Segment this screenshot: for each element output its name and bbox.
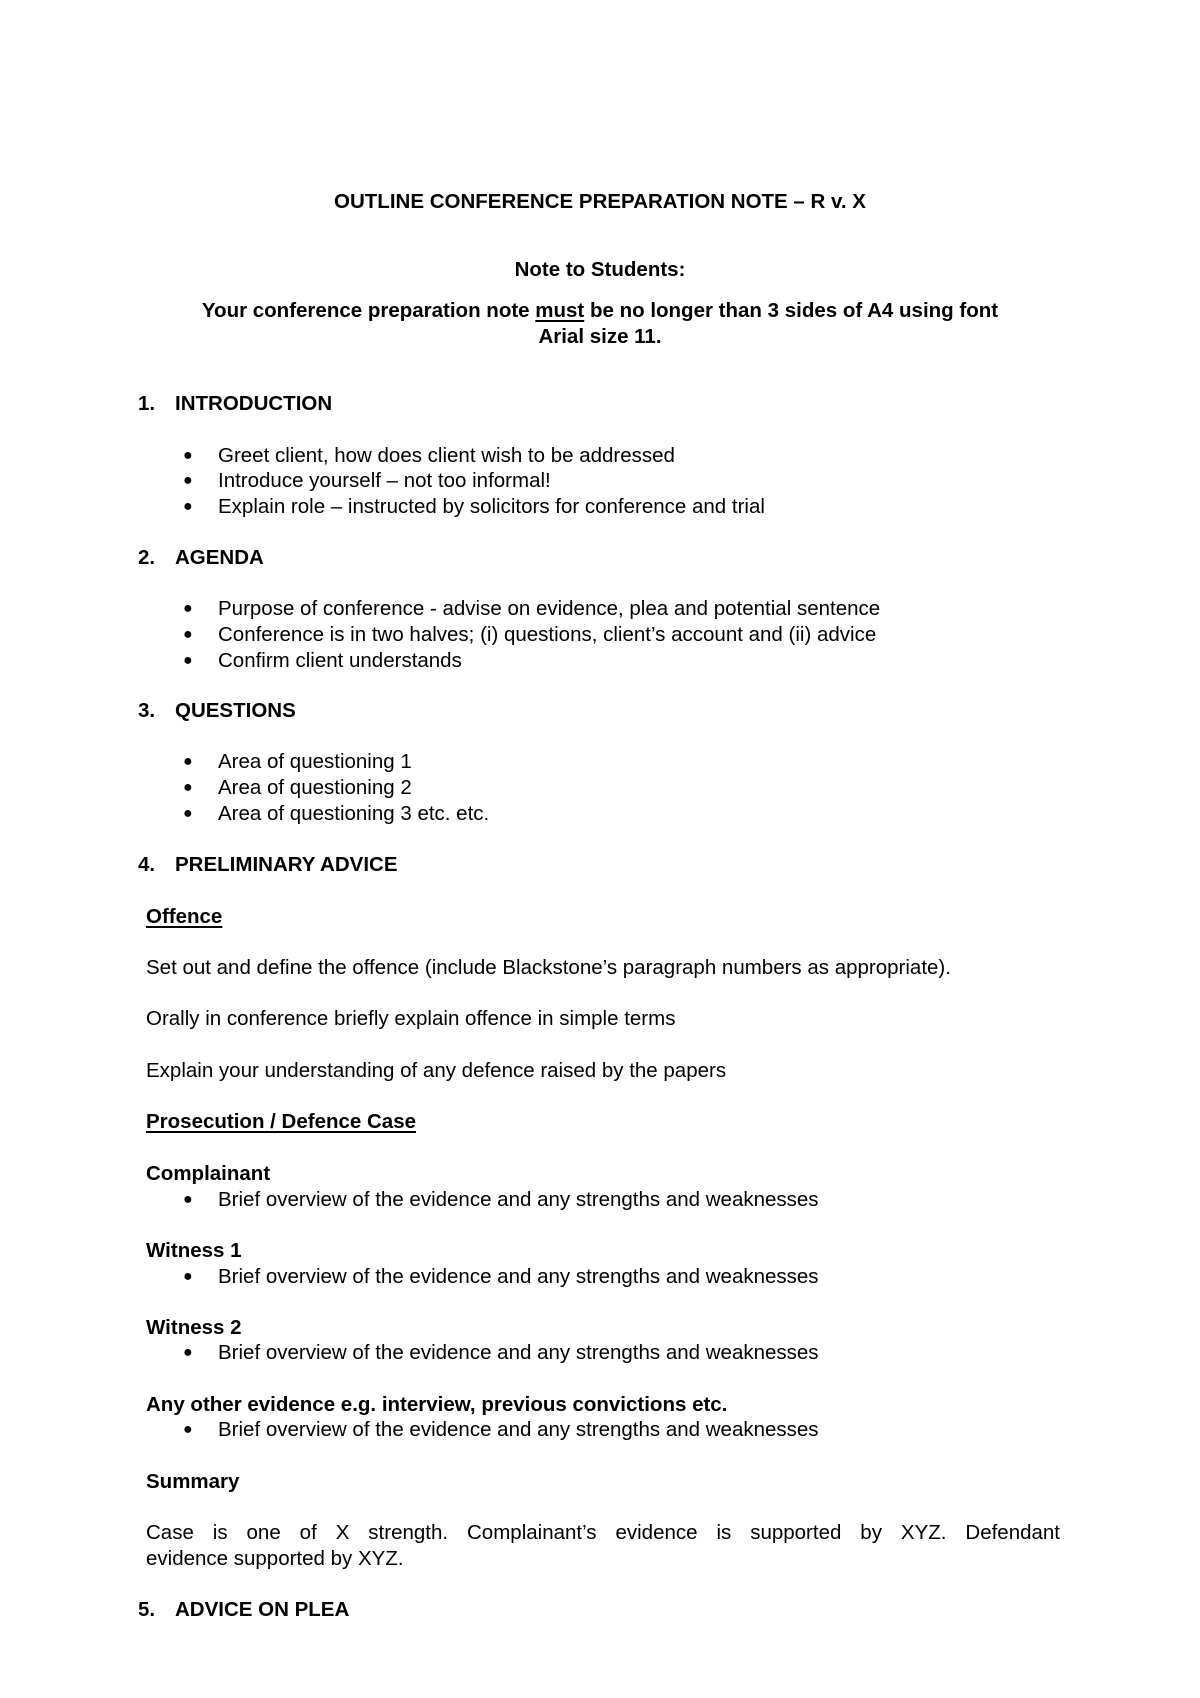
note-line-1: Your conference preparation note must be no longer than 3 sides of A4 using font	[201, 299, 999, 322]
list-item: Confirm client understands	[218, 649, 462, 672]
bullet-dot-icon: ●	[183, 779, 193, 796]
list-item: Purpose of conference - advise on evidence, plea and potential sentence	[218, 597, 881, 620]
bullet-dot-icon: ●	[183, 600, 193, 617]
list-item: Area of questioning 1	[218, 750, 412, 773]
list-item: Brief overview of the evidence and any strengths and weaknesses	[218, 1418, 819, 1441]
section-heading: AGENDA	[175, 546, 264, 569]
bullet-dot-icon: ●	[183, 753, 193, 770]
section-heading: QUESTIONS	[175, 699, 296, 722]
bullet-dot-icon: ●	[183, 1268, 193, 1285]
section-heading: INTRODUCTION	[175, 392, 333, 415]
section-number: 4.	[138, 853, 156, 876]
list-item: Area of questioning 2	[218, 776, 412, 799]
list-item: Brief overview of the evidence and any strengths and weaknesses	[218, 1341, 819, 1364]
bullet-dot-icon: ●	[183, 1344, 193, 1361]
bullet-dot-icon: ●	[183, 472, 193, 489]
list-item: Explain role – instructed by solicitors for conference and trial	[218, 495, 765, 518]
summary-line: Case is one of X strength. Complainant’s evidence is supported by XYZ. Defendant	[146, 1521, 1060, 1544]
section-number: 2.	[138, 546, 156, 569]
bullet-dot-icon: ●	[183, 447, 193, 464]
section-number: 3.	[138, 699, 156, 722]
section-number: 1.	[138, 392, 156, 415]
list-item: Greet client, how does client wish to be addressed	[218, 444, 675, 467]
list-item: Introduce yourself – not too informal!	[218, 469, 551, 492]
offence-heading: Offence	[146, 905, 223, 928]
bullet-dot-icon: ●	[183, 1191, 193, 1208]
bullet-dot-icon: ●	[183, 498, 193, 515]
list-item: Area of questioning 3 etc. etc.	[218, 802, 490, 825]
bullet-dot-icon: ●	[183, 652, 193, 669]
list-item: Brief overview of the evidence and any strengths and weaknesses	[218, 1188, 819, 1211]
offence-paragraph: Set out and define the offence (include Blackstone’s paragraph numbers as appropriate).	[146, 956, 951, 979]
section-heading: ADVICE ON PLEA	[175, 1598, 350, 1621]
list-item: Brief overview of the evidence and any strengths and weaknesses	[218, 1265, 819, 1288]
evidence-group-label: Witness 1	[146, 1239, 242, 1262]
list-item: Conference is in two halves; (i) questions, client’s account and (ii) advice	[218, 623, 877, 646]
summary-line: evidence supported by XYZ.	[146, 1547, 404, 1570]
bullet-dot-icon: ●	[183, 805, 193, 822]
document-title: OUTLINE CONFERENCE PREPARATION NOTE – R v. X	[334, 190, 866, 213]
section-heading: PRELIMINARY ADVICE	[175, 853, 398, 876]
evidence-group-label: Complainant	[146, 1162, 271, 1185]
bullet-dot-icon: ●	[183, 626, 193, 643]
evidence-group-label: Witness 2	[146, 1316, 242, 1339]
offence-paragraph: Orally in conference briefly explain offence in simple terms	[146, 1007, 676, 1030]
case-heading: Prosecution / Defence Case	[146, 1110, 417, 1133]
note-heading: Note to Students:	[514, 258, 686, 281]
offence-paragraph: Explain your understanding of any defence raised by the papers	[146, 1059, 727, 1082]
section-number: 5.	[138, 1598, 156, 1621]
summary-heading: Summary	[146, 1470, 240, 1493]
bullet-dot-icon: ●	[183, 1421, 193, 1438]
note-line-2: Arial size 11.	[538, 325, 662, 348]
evidence-group-label: Any other evidence e.g. interview, previous convictions etc.	[146, 1393, 728, 1416]
emphasis-must: must	[535, 299, 585, 322]
